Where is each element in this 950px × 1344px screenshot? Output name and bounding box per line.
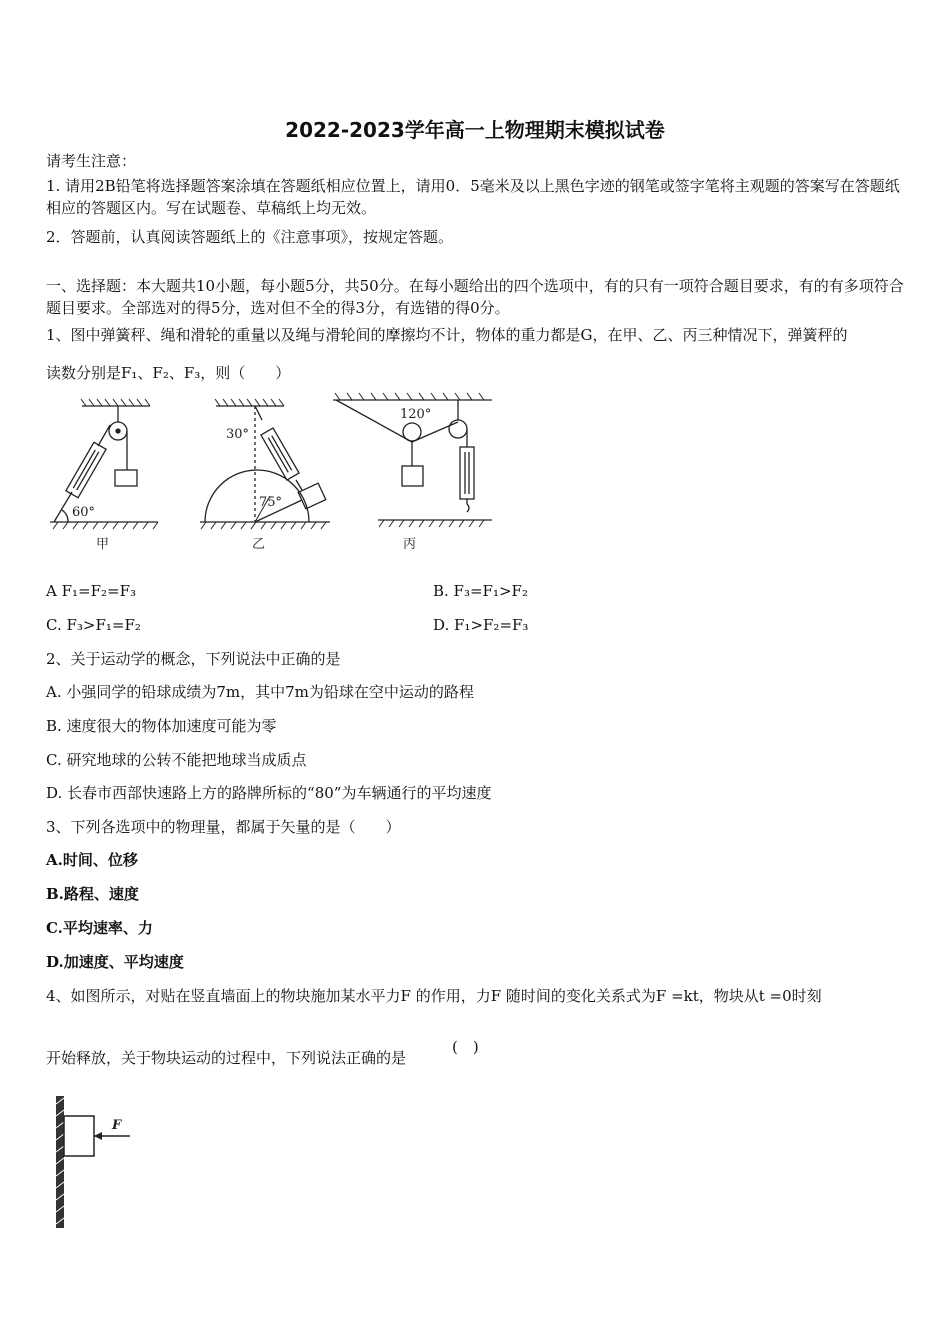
q3-option-c: C.平均速率、力 [46,919,153,937]
section-heading: 一、选择题：本大题共10小题，每小题5分，共50分。在每小题给出的四个选项中，有的只有一项符合题目要求，有的有多项符合题目要求。全部选对的得5分，选对但不全的得3分，有选错的得0分。 [46,277,904,317]
q1-stem-line1: 1、图中弹簧秤、绳和滑轮的重量以及绳与滑轮间的摩擦均不计，物体的重力都是G，在甲、乙、丙三种情况下，弹簧秤的 [46,326,848,344]
jia-angle-label: 60° [72,505,96,520]
fig-label-jia: 甲 [96,537,110,552]
q2-option-a: A. 小强同学的铅球成绩为7m，其中7m为铅球在空中运动的路程 [46,683,474,701]
yi-bottom-angle-label: 75° [259,495,283,510]
q4-figure [50,1092,150,1232]
notice-heading: 请考生注意： [46,152,137,170]
q3-stem: 3、下列各选项中的物理量，都属于矢量的是（ ） [46,818,401,836]
force-label: F [112,1118,122,1133]
q1-option-c: C. F₃>F₁=F₂ [46,616,141,634]
bing-angle-label: 120° [400,407,432,422]
notice-item-1: 1. 请用2B铅笔将选择题答案涂填在答题纸相应位置上，请用0．5毫米及以上黑色字迹的钢笔或签字笔将主观题的答案写在答题纸相应的答题区内。写在试题卷、草稿纸上均无效。 [46,177,900,217]
q2-stem: 2、关于运动学的概念，下列说法中正确的是 [46,650,341,668]
page-title: 2022-2023学年高一上物理期末模拟试卷 [285,118,665,142]
q2-option-d: D. 长春市西部快速路上方的路牌所标的“80”为车辆通行的平均速度 [46,784,492,802]
q2-option-b: B. 速度很大的物体加速度可能为零 [46,717,277,735]
q4-answer-paren: ( ) [452,1038,479,1056]
q1-option-d: D. F₁>F₂=F₃ [433,616,529,634]
block [64,1116,94,1156]
q1-stem-line2: 读数分别是F₁、F₂、F₃，则（ ） [46,364,291,382]
fig-label-yi: 乙 [252,537,266,552]
q3-option-b: B.路程、速度 [46,885,139,903]
q1-option-a: A F₁=F₂=F₃ [46,582,136,600]
q1-figure [40,392,510,557]
q3-option-a: A.时间、位移 [46,851,138,869]
q3-option-d: D.加速度、平均速度 [46,953,184,971]
q4-stem-line1: 4、如图所示，对贴在竖直墙面上的物块施加某水平力F 的作用，力F 随时间的变化关系式为F =kt，物块从t =0时刻 [46,987,822,1005]
yi-top-angle-label: 30° [226,427,250,442]
q2-option-c: C. 研究地球的公转不能把地球当成质点 [46,751,307,769]
q4-stem-line2: 开始释放，关于物块运动的过程中，下列说法正确的是 [46,1049,407,1067]
q1-option-b: B. F₃=F₁>F₂ [433,582,528,600]
fig-label-bing: 丙 [403,537,417,552]
wall [56,1096,64,1228]
notice-item-2: 2．答题前，认真阅读答题纸上的《注意事项》，按规定答题。 [46,228,454,246]
